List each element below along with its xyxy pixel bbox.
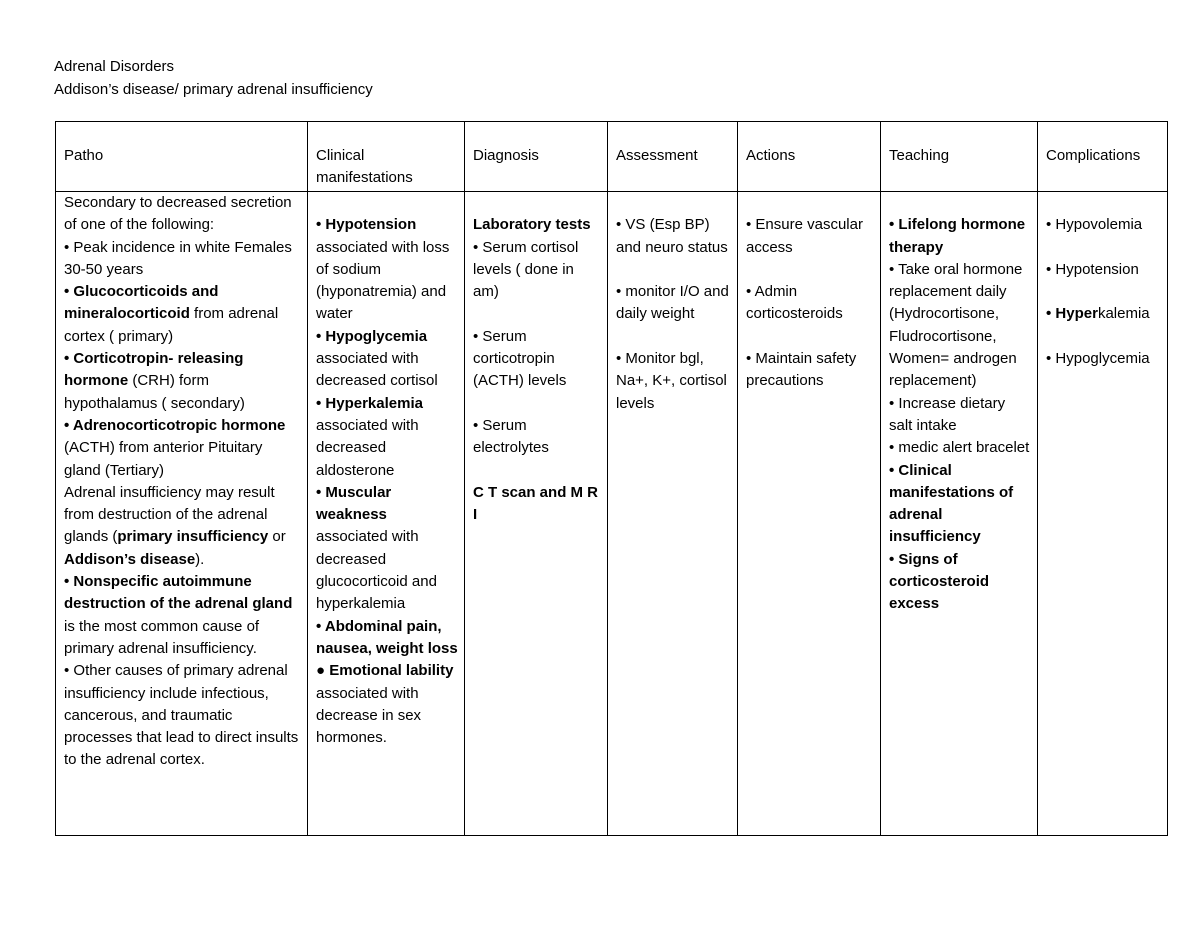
diagnosis-serum-cortisol: • Serum cortisol levels ( done in am): [473, 238, 579, 301]
document-heading: [54, 56, 373, 101]
header-assessment: Assessment: [608, 122, 738, 192]
patho-bullet-autoimmune: • Nonspecific autoimmune destruction of the adrenal gland is the most common cause of primary adrenal insufficiency.: [64, 573, 293, 657]
teaching-clinical-manifestations: • Clinical manifestations of adrenal insufficiency: [889, 461, 1014, 546]
teaching-lifelong-therapy: • Lifelong hormone therapy: [889, 216, 1026, 256]
patho-bullet-acth: • Adrenocorticotropic hormone (ACTH) from anterior Pituitary gland (Tertiary): [64, 416, 286, 479]
cell-assessment: [608, 192, 738, 836]
actions-admin-corticosteroids: • Admin corticosteroids: [746, 283, 843, 323]
diagnosis-lab-tests-heading: Laboratory tests: [473, 216, 591, 234]
complication-hyperkalemia: • Hyperkalemia: [1046, 305, 1150, 323]
actions-vascular-access: • Ensure vascular access: [746, 216, 863, 256]
complication-hypovolemia: • Hypovolemia: [1046, 216, 1143, 234]
teaching-salt-intake: • Increase dietary salt intake: [889, 394, 1006, 434]
header-patho: Patho: [56, 122, 308, 192]
patho-intro: Secondary to decreased secretion of one of the following:: [64, 194, 292, 234]
content-row: [56, 192, 1168, 836]
assessment-vital-signs: • VS (Esp BP) and neuro status: [616, 216, 728, 256]
patho-bullet-crh: • Corticotropin- releasing hormone (CRH) form hypothalamus ( secondary): [64, 350, 245, 412]
cell-clinical-manifestations: [308, 192, 465, 836]
cell-patho: [56, 192, 308, 836]
header-complications: Complications: [1038, 122, 1168, 192]
patho-bullet-incidence: • Peak incidence in white Females 30-50 years: [64, 238, 292, 278]
cell-actions: [738, 192, 881, 836]
adrenal-disorders-table: [55, 121, 1168, 836]
diagnosis-ct-mri: C T scan and M R I: [473, 483, 599, 524]
diagnosis-serum-corticotropin: • Serum corticotropin (ACTH) levels: [473, 327, 567, 390]
document-title: Adrenal Disorders: [54, 58, 175, 75]
teaching-medic-alert: • medic alert bracelet: [889, 439, 1030, 457]
clinical-emotional-lability: ● Emotional lability associated with decrease in sex hormones.: [316, 662, 454, 747]
header-teaching: Teaching: [881, 122, 1038, 192]
patho-bullet-other-causes: • Other causes of primary adrenal insufficiency include infectious, cancerous, and traumatic processes that lead to direct insults to the adrenal cortex.: [64, 662, 299, 769]
teaching-corticosteroid-excess: • Signs of corticosteroid excess: [889, 550, 990, 613]
cell-teaching: [881, 192, 1038, 836]
header-actions: Actions: [738, 122, 881, 192]
complication-hypotension: • Hypotension: [1046, 260, 1139, 278]
clinical-hypotension: • Hypotension associated with loss of sodium (hyponatremia) and water: [316, 216, 450, 323]
clinical-hypoglycemia: • Hypoglycemia associated with decreased cortisol: [316, 327, 438, 390]
patho-bullet-glucocorticoids: • Glucocorticoids and mineralocorticoid from adrenal cortex ( primary): [64, 283, 279, 345]
diagnosis-serum-electrolytes: • Serum electrolytes: [473, 416, 549, 457]
cell-complications: [1038, 192, 1168, 836]
clinical-hyperkalemia: • Hyperkalemia associated with decreased aldosterone: [316, 394, 423, 479]
actions-safety-precautions: • Maintain safety precautions: [746, 350, 857, 390]
cell-diagnosis: [465, 192, 608, 836]
document-subtitle: Addison’s disease/ primary adrenal insufficiency: [54, 80, 373, 98]
teaching-oral-hormone: • Take oral hormone replacement daily (Hydrocortisone, Fludrocortisone, Women= androgen replacement): [889, 260, 1023, 390]
complication-hypoglycemia: • Hypoglycemia: [1046, 350, 1150, 368]
clinical-muscular-weakness: • Muscular weakness associated with decreased glucocorticoid and hyperkalemia: [316, 483, 437, 613]
patho-paragraph-insufficiency: Adrenal insufficiency may result from destruction of the adrenal glands (primary insufficiency or Addison’s disease).: [64, 483, 286, 568]
clinical-abdominal-pain: • Abdominal pain, nausea, weight loss: [316, 617, 458, 657]
header-clinical-manifestations: Clinical manifestations: [308, 122, 465, 192]
header-diagnosis: Diagnosis: [465, 122, 608, 192]
header-row: [56, 122, 1168, 192]
assessment-intake-output: • monitor I/O and daily weight: [616, 283, 729, 323]
assessment-monitor-labs: • Monitor bgl, Na+, K+, cortisol levels: [616, 350, 727, 412]
